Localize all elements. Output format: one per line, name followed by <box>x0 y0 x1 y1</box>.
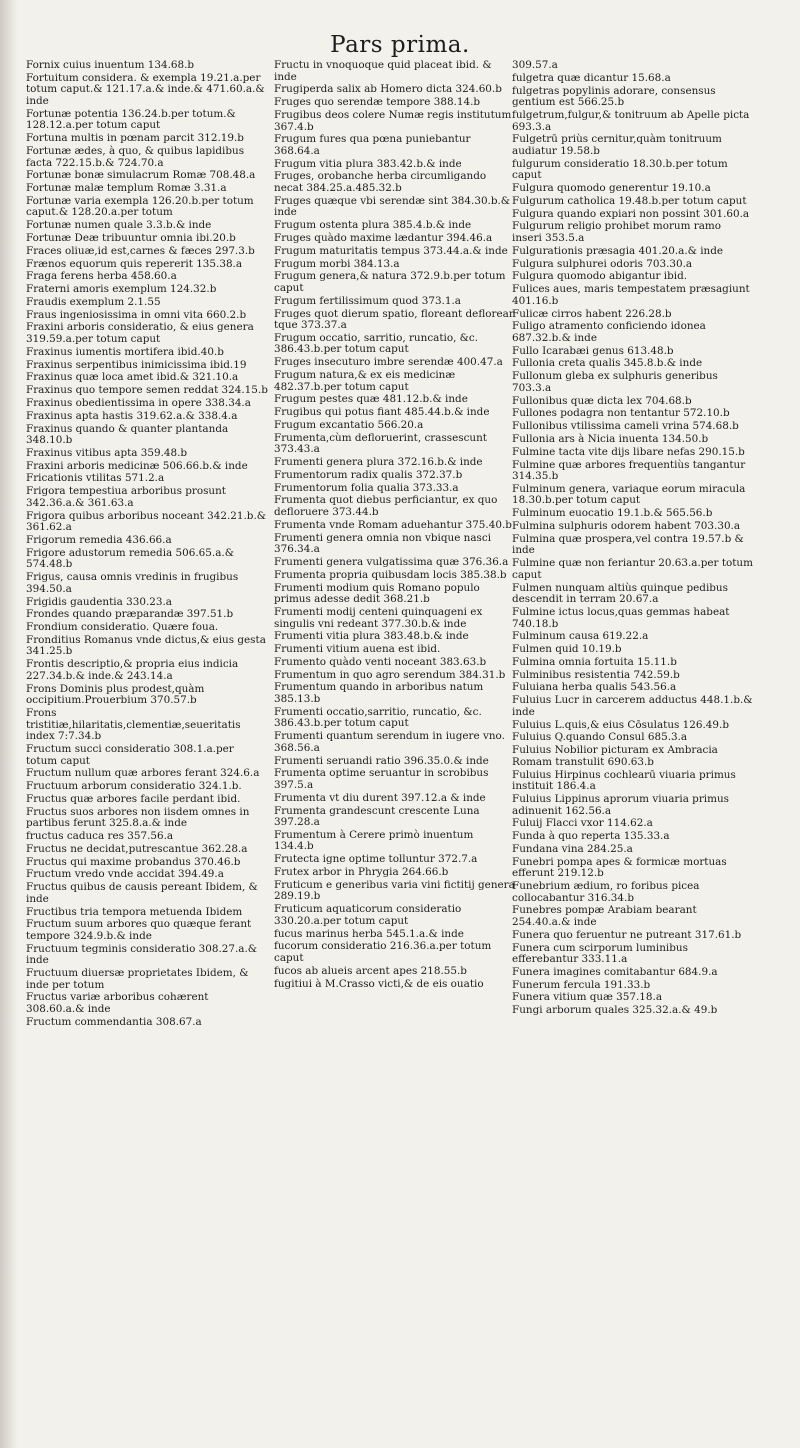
index-entry: Frumenta quot diebus perficiantur, ex quo defloruere 373.44.b <box>274 494 498 519</box>
index-entry: Fulminibus resistentia 742.59.b <box>512 668 680 681</box>
index-entry: Fruges insecuturo imbre serendæ 400.47.a <box>274 356 503 369</box>
index-entry: Fruges quæque vbi serendæ sint 384.30.b.& inde <box>274 194 511 219</box>
index-entry: Fulminum euocatio 19.1.b.& 565.56.b <box>512 507 713 520</box>
index-column-left <box>26 60 268 1030</box>
index-entry: Fraxinus iumentis mortifera ibid.40.b <box>26 345 224 358</box>
index-entry: Fortunæ Deæ tribuuntur omnia ibi.20.b <box>26 232 236 244</box>
index-entry: Frumenti quantum serendum in iugere vno. 368.56.a <box>274 730 505 754</box>
index-entry: Fuluius Lucr in carcerem adductus 448.1.b.& inde <box>512 694 753 718</box>
index-entry: Frumenti occatio,sarritio, runcatio, &c. 386.43.b.per totum caput <box>274 705 482 730</box>
index-entry: Frumenti genera omnia non vbique nasci 376.34.a <box>274 531 492 556</box>
index-entry: fulgetras popylinis adorare, consensus gentium est 566.25.b <box>512 84 716 109</box>
index-entry: Fuligo atramento conficiendo idonea 687.32.b.& inde <box>512 320 706 344</box>
index-entry: Frugum excantatio 566.20.a <box>274 418 424 431</box>
index-entry: 309.57.a <box>512 59 558 71</box>
index-entry: Fructus variæ arboribus cohærent 308.60.a.& inde <box>26 991 209 1016</box>
index-entry: Frumenta vt diu durent 397.12.a & inde <box>274 791 486 804</box>
index-entry: fucus marinus herba 545.1.a.& inde <box>274 927 464 940</box>
index-entry: Fulgura quomodo generentur 19.10.a <box>512 182 711 195</box>
index-entry: Fructus qui maxime probandus 370.46.b <box>26 855 241 868</box>
index-entry: Frumentum in quo agro serendum 384.31.b <box>274 668 506 681</box>
index-entry: fucos ab alueis arcent apes 218.55.b <box>274 964 467 977</box>
index-entry: Fundana vina 284.25.a <box>512 842 633 855</box>
index-entry: Fulmine ictus locus,quas gemmas habeat 740.18.b <box>512 605 730 630</box>
index-entry: Fraxinus apta hastis 319.62.a.& 338.4.a <box>26 409 238 422</box>
index-entry: Fuluius Q.quando Consul 685.3.a <box>512 731 688 744</box>
index-entry: Frugiperda salix ab Homero dicta 324.60.b <box>274 83 502 96</box>
index-entry: Fraxinus serpentibus inimicissima ibid.19 <box>26 358 247 371</box>
index-entry: Frumenta vnde Romam aduehantur 375.40.b <box>274 518 512 531</box>
index-entry: Frontis descriptio,& propria eius indicia 227.34.b.& inde.& 243.14.a <box>26 658 239 682</box>
index-entry: Frondes quando præparandæ 397.51.b <box>26 608 234 621</box>
index-entry: Frutex arbor in Phrygia 264.66.b <box>274 866 449 879</box>
index-entry: Frigorum remedia 436.66.a <box>26 534 172 546</box>
index-entry: Frænos equorum quis repererit 135.38.a <box>26 257 243 270</box>
index-entry: Fraces oliuæ,id est,carnes & fæces 297.3.b <box>26 244 255 257</box>
index-entry: Fuluij Flacci vxor 114.62.a <box>512 817 653 830</box>
index-entry: Funebri pompa apes & formicæ mortuas efferunt 219.12.b <box>512 855 727 880</box>
index-entry: Fulminum causa 619.22.a <box>512 630 649 643</box>
index-entry: Fortunæ varia exempla 126.20.b.per totum caput.& 128.20.a.per totum <box>26 194 254 219</box>
index-entry: Frigus, causa omnis vredinis in frugibus 394.50.a <box>26 571 239 595</box>
index-entry: Fructum succi consideratio 308.1.a.per totum caput <box>26 742 234 767</box>
index-entry: Frumenti seruandi ratio 396.35.0.& inde <box>274 754 489 767</box>
index-entry: Funera imagines comitabantur 684.9.a <box>512 965 718 978</box>
index-entry: Fulices aues, maris tempestatem præsagiunt 401.16.b <box>512 283 750 307</box>
index-entry: Fuluiana herba qualis 543.56.a <box>512 681 677 694</box>
index-entry: Frondium consideratio. Quære foua. <box>26 621 219 634</box>
index-entry: Frumenta optime seruantur in scrobibus 397.5.a <box>274 767 489 791</box>
index-entry: fucorum consideratio 216.36.a.per totum caput <box>274 940 492 964</box>
index-entry: Fullonia creta qualis 345.8.b.& inde <box>512 357 703 370</box>
index-entry: Fruges quot dierum spatio, floreant deflorean tque 373.37.a <box>274 307 516 332</box>
index-entry: Fulmine quæ non feriantur 20.63.a.per totum caput <box>512 557 753 581</box>
index-entry: Frumentum à Cerere primò inuentum 134.4.b <box>274 828 474 853</box>
index-entry: Funera cum scirporum luminibus efferebantur 333.11.a <box>512 941 688 966</box>
index-entry: Frugum morbi 384.13.a <box>274 257 400 270</box>
index-entry: Fructu in vnoquoque quid placeat ibid. & inde <box>274 59 492 83</box>
index-entry: Fullonum gleba ex sulphuris generibus 703.3.a <box>512 370 718 394</box>
index-entry: Fulicæ cirros habent 226.28.b <box>512 307 672 320</box>
index-entry: Fructus ne decidat,putrescantue 362.28.a <box>26 842 248 855</box>
index-entry: Fraxinus obedientissima in opere 338.34.a <box>26 396 251 409</box>
index-entry: fugitiui à M.Crasso victi,& de eis ouatio <box>274 977 484 990</box>
index-entry: Fulmen nunquam altiùs quinque pedibus descendit in terram 20.67.a <box>512 581 728 606</box>
index-entry: Fruges quo serendæ tempore 388.14.b <box>274 96 481 109</box>
index-entry: Frugum pestes quæ 481.12.b.& inde <box>274 393 468 406</box>
index-entry: Fraxini arboris consideratio, & eius genera 319.59.a.per totum caput <box>26 321 254 346</box>
index-entry: Funera quo feruentur ne putreant 317.61.b <box>512 928 742 941</box>
index-entry: fulgetrum,fulgur,& tonitruum ab Apelle picta 693.3.a <box>512 108 750 133</box>
index-entry: Frumenti vitium auena est ibid. <box>274 643 441 656</box>
index-entry: Fructum vredo vnde accidat 394.49.a <box>26 868 224 881</box>
index-entry: Fraga ferens herba 458.60.a <box>26 270 177 283</box>
index-entry: Fulmine tacta vite dijs libare nefas 290.15.b <box>512 445 745 458</box>
index-entry: Fortuna multis in pœnam parcit 312.19.b <box>26 132 244 145</box>
index-entry: Frumentum quando in arboribus natum 385.13.b <box>274 681 484 706</box>
index-entry: Frigidis gaudentia 330.23.a <box>26 595 172 608</box>
index-entry: fulgetra quæ dicantur 15.68.a <box>512 71 671 84</box>
index-entry: Frumenti genera vulgatissima quæ 376.36.a <box>274 556 509 568</box>
index-entry: Frumenti modium quis Romano populo primus adesse dedit 368.21.b <box>274 581 480 606</box>
index-entry: Frumento quàdo venti noceant 383.63.b <box>274 655 487 668</box>
index-entry: Fruticum aquaticorum consideratio 330.20.a.per totum caput <box>274 903 462 927</box>
index-entry: Fulminum genera, variaque eorum miracula 18.30.b.per totum caput <box>512 482 746 507</box>
index-entry: Fortunæ potentia 136.24.b.per totum.& 128.12.a.per totum caput <box>26 107 236 132</box>
index-entry: Frumentorum folia qualia 373.33.a <box>274 481 459 494</box>
index-entry: Funera vitium quæ 357.18.a <box>512 991 663 1004</box>
index-entry: Frumenta,cùm defloruerint, crassescunt 373.43.a <box>274 431 487 456</box>
index-entry: Fructuum diuersæ proprietates Ibidem, & inde per totum <box>26 967 249 991</box>
index-entry: Frugum maturitatis tempus 373.44.a.& inde <box>274 244 508 257</box>
index-entry: Fructuum arborum consideratio 324.1.b. <box>26 780 242 793</box>
index-entry: Fruges, orobanche herba circumligando necat 384.25.a.485.32.b <box>274 170 487 195</box>
index-entry: Funebres pompæ Arabiam bearant 254.40.a.& inde <box>512 904 697 928</box>
index-entry: Fruticum e generibus varia vini fictitij genera 289.19.b <box>274 878 515 903</box>
index-entry: Fraxinus quæ loca amet ibid.& 321.10.a <box>26 371 239 384</box>
index-column-right <box>512 60 754 1018</box>
page-gutter-shadow <box>0 0 18 1448</box>
index-entry: Fructum suum arbores quo quæque ferant tempore 324.9.b.& inde <box>26 918 252 942</box>
index-entry: Frugibus qui potus fiant 485.44.b.& inde <box>274 406 490 419</box>
index-entry: Fulmina sulphuris odorem habent 703.30.a <box>512 520 741 533</box>
index-entry: Fuluius Nobilior picturam ex Ambracia Romam transtulit 690.63.b <box>512 744 718 768</box>
index-entry: Frugum fertilissimum quod 373.1.a <box>274 294 461 307</box>
index-entry: Frugum natura,& ex eis medicinæ 482.37.b.per totum caput <box>274 369 456 393</box>
index-entry: Fructus quæ arbores facile perdant ibid. <box>26 792 241 805</box>
index-entry: Fricationis vtilitas 571.2.a <box>26 472 165 485</box>
index-entry: Funda à quo reperta 135.33.a <box>512 830 670 843</box>
index-entry: Fullonibus vtilissima cameli vrina 574.68.b <box>512 420 739 433</box>
index-entry: Frigora tempestiua arboribus prosunt 342.36.a.& 361.63.a <box>26 485 226 509</box>
index-entry: Frons tristitiæ,hilaritatis,clementiæ,seueritatis index 7:7.34.b <box>26 707 241 743</box>
index-entry: Fructus suos arbores non iisdem omnes in partibus ferunt 325.8.a.& inde <box>26 805 250 830</box>
index-entry: Frumentorum radix qualis 372.37.b <box>274 468 463 481</box>
index-entry: Frumenti genera plura 372.16.b.& inde <box>274 456 483 469</box>
index-entry: Fructus quibus de causis pereant Ibidem, & inde <box>26 881 258 905</box>
index-entry: Fulmina omnia fortuita 15.11.b <box>512 655 677 668</box>
index-entry: Frugibus deos colere Numæ regis institutum 367.4.b <box>274 108 512 133</box>
index-entry: Frugum genera,& natura 372.9.b.per totum caput <box>274 270 506 294</box>
index-entry: Frigore adustorum remedia 506.65.a.& 574.48.b <box>26 546 234 571</box>
index-entry: Frumenti modij centeni quinquageni ex singulis vni redeant 377.30.b.& inde <box>274 605 483 630</box>
index-entry: Fortunæ malæ templum Romæ 3.31.a <box>26 182 227 195</box>
index-entry: Fructuum tegminis consideratio 308.27.a.& inde <box>26 942 258 967</box>
index-entry: Fulmine quæ arbores frequentiùs tangantur 314.35.b <box>512 458 746 483</box>
index-entry: Fortunæ ædes, à quo, & quibus lapidibus facta 722.15.b.& 724.70.a <box>26 144 245 169</box>
index-entry: Fulgurum catholica 19.48.b.per totum caput <box>512 194 747 207</box>
index-entry: fulgurum consideratio 18.30.b.per totum caput <box>512 157 728 182</box>
index-entry: Funerum fercula 191.33.b <box>512 978 651 991</box>
index-entry: Fructum nullum quæ arbores ferant 324.6.a <box>26 767 260 780</box>
index-entry: Frons Dominis plus prodest,quàm occipitium.Prouerbium 370.57.b <box>26 682 205 707</box>
index-entry: Fulgurum religio prohibet morum ramo inseri 353.5.a <box>512 220 722 244</box>
index-entry: Fortuitum considera. & exempla 19.21.a.per totum caput.& 121.17.a.& inde.& 471.60.a.& inde <box>26 71 265 107</box>
index-entry: Fuluius L.quis,& eius Cōsulatus 126.49.b <box>512 718 729 731</box>
index-entry: Fulgura quando expiari non possint 301.60.a <box>512 207 750 220</box>
index-entry: Fullonibus quæ dicta lex 704.68.b <box>512 394 692 407</box>
index-entry: Frugum ostenta plura 385.4.b.& inde <box>274 219 472 232</box>
index-entry: Frugum occatio, sarritio, runcatio, &c. 386.43.b.per totum caput <box>274 331 479 356</box>
index-entry: Fulmina quæ prospera,vel contra 19.57.b & inde <box>512 532 744 557</box>
index-entry: Fulgura sulphurei odoris 703.30.a <box>512 257 693 270</box>
index-entry: Fraus ingeniosissima in omni vita 660.2.b <box>26 308 247 321</box>
index-entry: Fuluius Lippinus aprorum viuaria primus adinuenit 162.56.a <box>512 792 730 817</box>
index-entry: Fortunæ bonæ simulacrum Romæ 708.48.a <box>26 169 256 182</box>
index-entry: Frumenta propria quibusdam locis 385.38.b <box>274 568 507 581</box>
index-entry: Fungi arborum quales 325.32.a.& 49.b <box>512 1004 718 1017</box>
index-entry: Fulmen quid 10.19.b <box>512 643 622 656</box>
index-entry: Fraxinus quando & quanter plantanda 348.10.b <box>26 422 229 447</box>
index-entry: Fraterni amoris exemplum 124.32.b <box>26 283 217 296</box>
index-entry: Fruges quàdo maxime lædantur 394.46.a <box>274 232 493 244</box>
index-entry: Fullonia ars à Nicia inuenta 134.50.b <box>512 432 709 445</box>
index-entry: Fructibus tria tempora metuenda Ibidem <box>26 905 243 918</box>
index-entry: fructus caduca res 357.56.a <box>26 830 174 843</box>
index-entry: Fronditius Romanus vnde dictus,& eius gesta 341.25.b <box>26 633 266 658</box>
index-entry: Frumenti vitia plura 383.48.b.& inde <box>274 630 469 643</box>
index-entry: Funebrium ædium, ro foribus picea collocabantur 316.34.b <box>512 880 700 904</box>
index-entry: Frutecta igne optime tolluntur 372.7.a <box>274 853 478 866</box>
index-column-middle <box>274 60 516 991</box>
index-entry: Frumenta grandescunt crescente Luna 397.28.a <box>274 804 480 829</box>
index-entry: Fulgetrū priùs cernitur,quàm tonitruum audiatur 19.58.b <box>512 133 722 157</box>
index-entry: Fulgura quomodo abigantur ibid. <box>512 270 688 283</box>
index-entry: Fuluius Hirpinus cochlearū viuaria primus instituit 186.4.a <box>512 768 736 793</box>
index-entry: Frugum fures qua pœna puniebantur 368.64.a <box>274 133 471 157</box>
index-entry: Fraudis exemplum 2.1.55 <box>26 295 161 308</box>
index-entry: Fraxinus quo tempore semen reddat 324.15.b <box>26 384 268 397</box>
index-entry: Fulgurationis præsagia 401.20.a.& inde <box>512 244 724 257</box>
index-entry: Fraxinus vitibus apta 359.48.b <box>26 446 188 459</box>
index-entry: Fornix cuius inuentum 134.68.b <box>26 59 195 71</box>
index-entry: Fructum commendantia 308.67.a <box>26 1015 202 1028</box>
page-title: Pars prima. <box>330 32 470 58</box>
index-entry: Fortunæ numen quale 3.3.b.& inde <box>26 219 212 232</box>
index-entry: Frigora quibus arboribus noceant 342.21.b.& 361.62.a <box>26 509 266 534</box>
index-entry: Frugum vitia plura 383.42.b.& inde <box>274 157 462 170</box>
index-entry: Fullones podagra non tentantur 572.10.b <box>512 407 730 420</box>
index-entry: Fullo Icarabæi genus 613.48.b <box>512 344 674 357</box>
index-entry: Fraxini arboris medicinæ 506.66.b.& inde <box>26 459 248 472</box>
